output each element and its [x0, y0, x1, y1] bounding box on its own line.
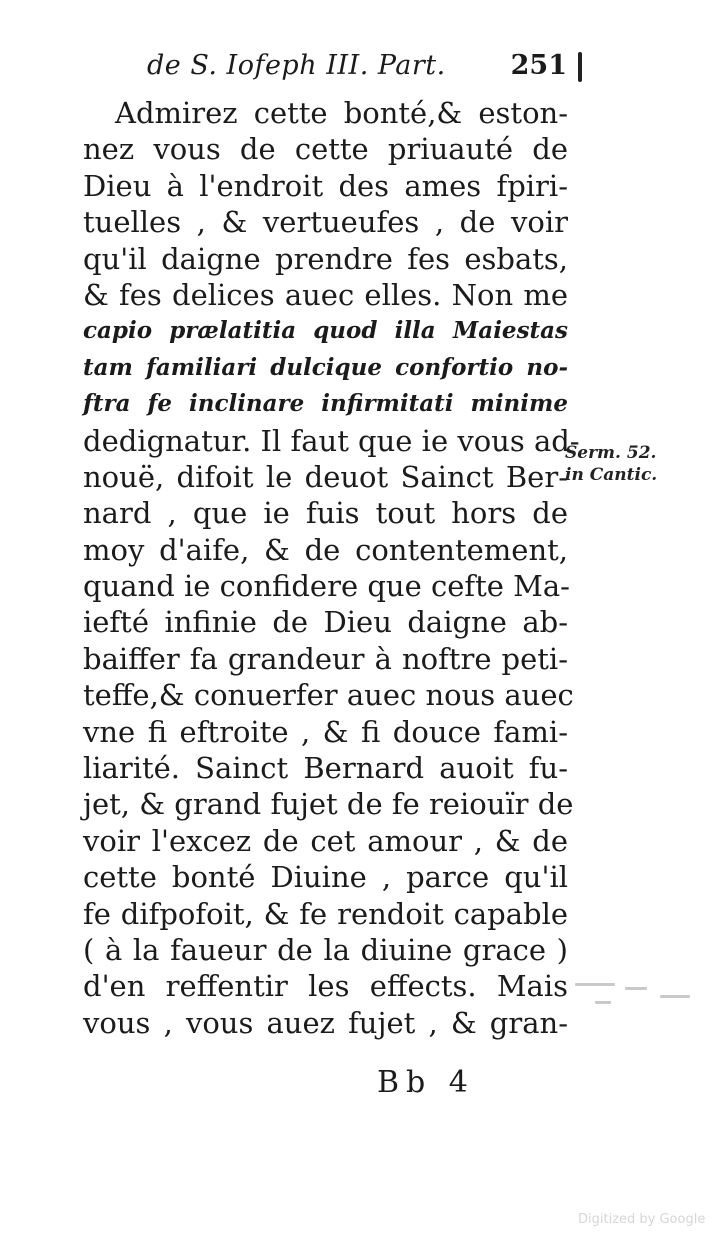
page-number: 251	[510, 50, 567, 81]
text-line: teffe,& conuerfer auec nous auec	[83, 678, 574, 713]
text-line: nez vous de cette priuauté de	[83, 132, 568, 167]
text-line: cette bonté Diuine , parce qu'il	[83, 860, 568, 895]
latin-quote-line: ftra fe inclinare infirmitati minime	[83, 390, 568, 418]
text-line: vne fi eftroite , & fi douce fami-	[83, 714, 568, 749]
text-line: Admirez cette bonté,& eston-	[115, 96, 568, 130]
latin-quote-line: tam familiari dulcique confortio no-	[83, 353, 568, 381]
margin-note	[565, 442, 685, 486]
text-line: fe difpofoit, & fe rendoit capable	[83, 896, 568, 931]
text-line: quand ie confidere que cefte Ma-	[83, 569, 570, 604]
text-line: liarité. Sainct Bernard auoit fu-	[83, 751, 568, 786]
margin-note-line: Serm. 52.	[565, 443, 657, 463]
text-line: iefté infinie de Dieu daigne ab-	[83, 605, 568, 640]
text-line: dedignatur. Il faut que ie vous ad-	[83, 423, 580, 458]
text-line: ( à la faueur de la diuine grace )	[83, 932, 568, 967]
latin-quote-line: capio prælatitia quod illa Maiestas	[83, 317, 568, 345]
text-line: Dieu à l'endroit des ames fpiri-	[83, 168, 568, 203]
text-line: jet, & grand fujet de fe reiouïr de	[83, 787, 574, 822]
text-line: vous , vous auez fujet , & gran-	[83, 1005, 568, 1040]
ink-bleed-marks	[575, 975, 705, 1015]
text-line: nard , que ie fuis tout hors de	[83, 496, 568, 531]
text-line: voir l'excez de cet amour , & de	[83, 823, 568, 858]
text-line: qu'il daigne prendre fes esbats,	[83, 241, 568, 276]
text-line: moy d'aife, & de contentement,	[83, 532, 568, 567]
text-line: baiffer fa grandeur à noftre peti-	[83, 641, 568, 676]
page-edge-mark	[578, 52, 582, 82]
running-head: de S. Iofeph III. Part.	[147, 50, 446, 81]
body-text	[83, 95, 580, 1041]
text-line: & fes delices auec elles. Non me	[83, 277, 568, 312]
margin-note-line: in Cantic.	[565, 465, 658, 485]
watermark: Digitized by Google	[578, 1212, 706, 1227]
text-line: nouë, difoit le deuot Sainct Ber-	[83, 459, 568, 494]
signature-mark: Bb 4	[377, 1065, 475, 1100]
text-line: d'en reffentir les effects. Mais	[83, 969, 568, 1004]
text-line: tuelles , & vertueufes , de voir	[83, 205, 568, 240]
page-header	[147, 50, 577, 90]
